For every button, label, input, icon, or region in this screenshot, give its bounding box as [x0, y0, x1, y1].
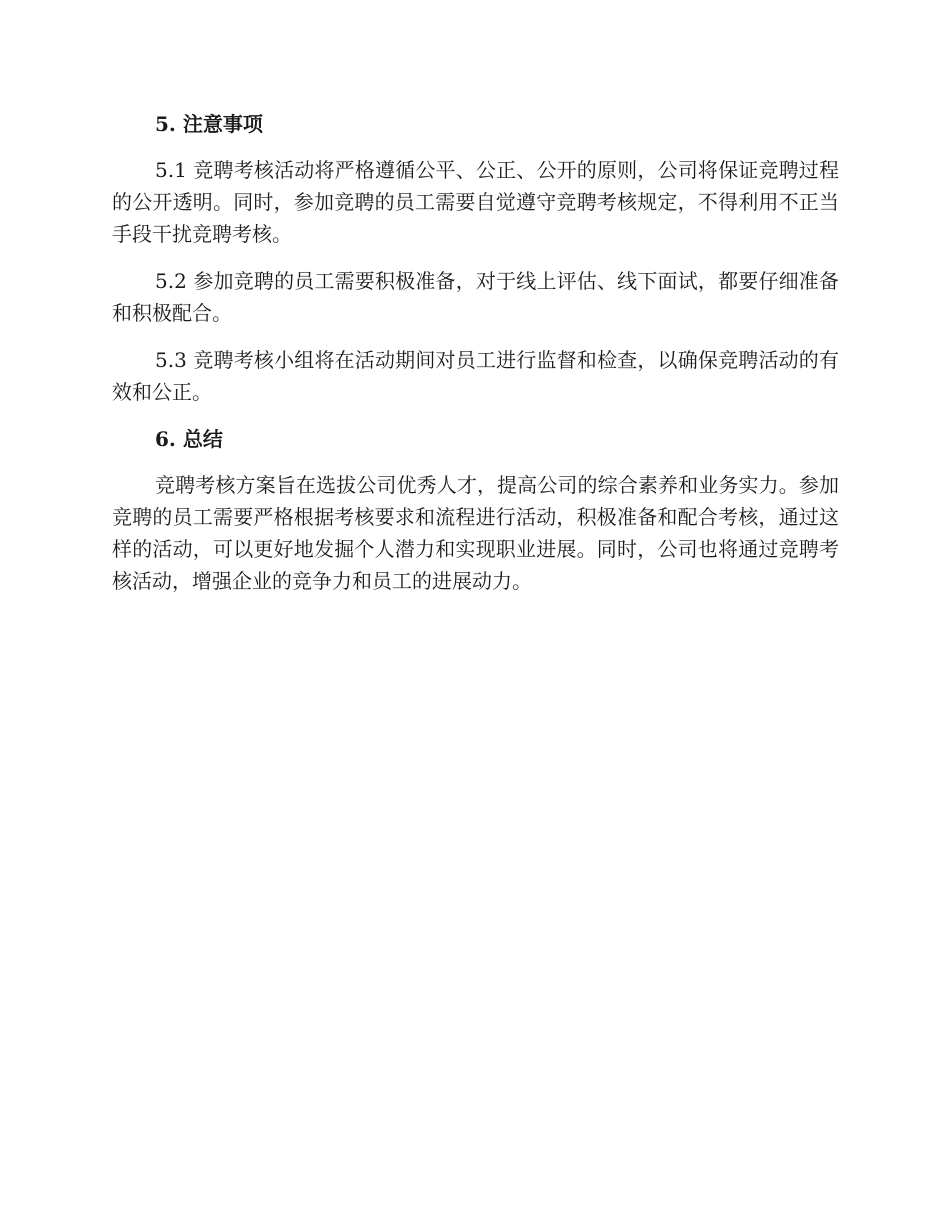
paragraph-5-2: 5.2 参加竞聘的员工需要积极准备，对于线上评估、线下面试，都要仔细准备和积极配合。	[112, 269, 839, 325]
paragraph-5-1: 5.1 竞聘考核活动将严格遵循公平、公正、公开的原则，公司将保证竞聘过程的公开透明。同时，参加竞聘的员工需要自觉遵守竞聘考核规定，不得利用不正当手段干扰竞聘考核。	[112, 158, 839, 246]
section-heading-summary: 6. 总结	[155, 427, 223, 451]
paragraph-summary: 竞聘考核方案旨在选拔公司优秀人才，提高公司的综合素养和业务实力。参加竞聘的员工需要严格根据考核要求和流程进行活动，积极准备和配合考核，通过这样的活动，可以更好地发掘个人潜力和实现职业进展。同时，公司也将通过竞聘考核活动，增强企业的竞争力和员工的进展动力。	[112, 473, 839, 593]
section-heading-notes: 5. 注意事项	[155, 112, 263, 136]
paragraph-5-3: 5.3 竞聘考核小组将在活动期间对员工进行监督和检查，以确保竞聘活动的有效和公正。	[112, 348, 839, 404]
document-body	[112, 108, 839, 612]
